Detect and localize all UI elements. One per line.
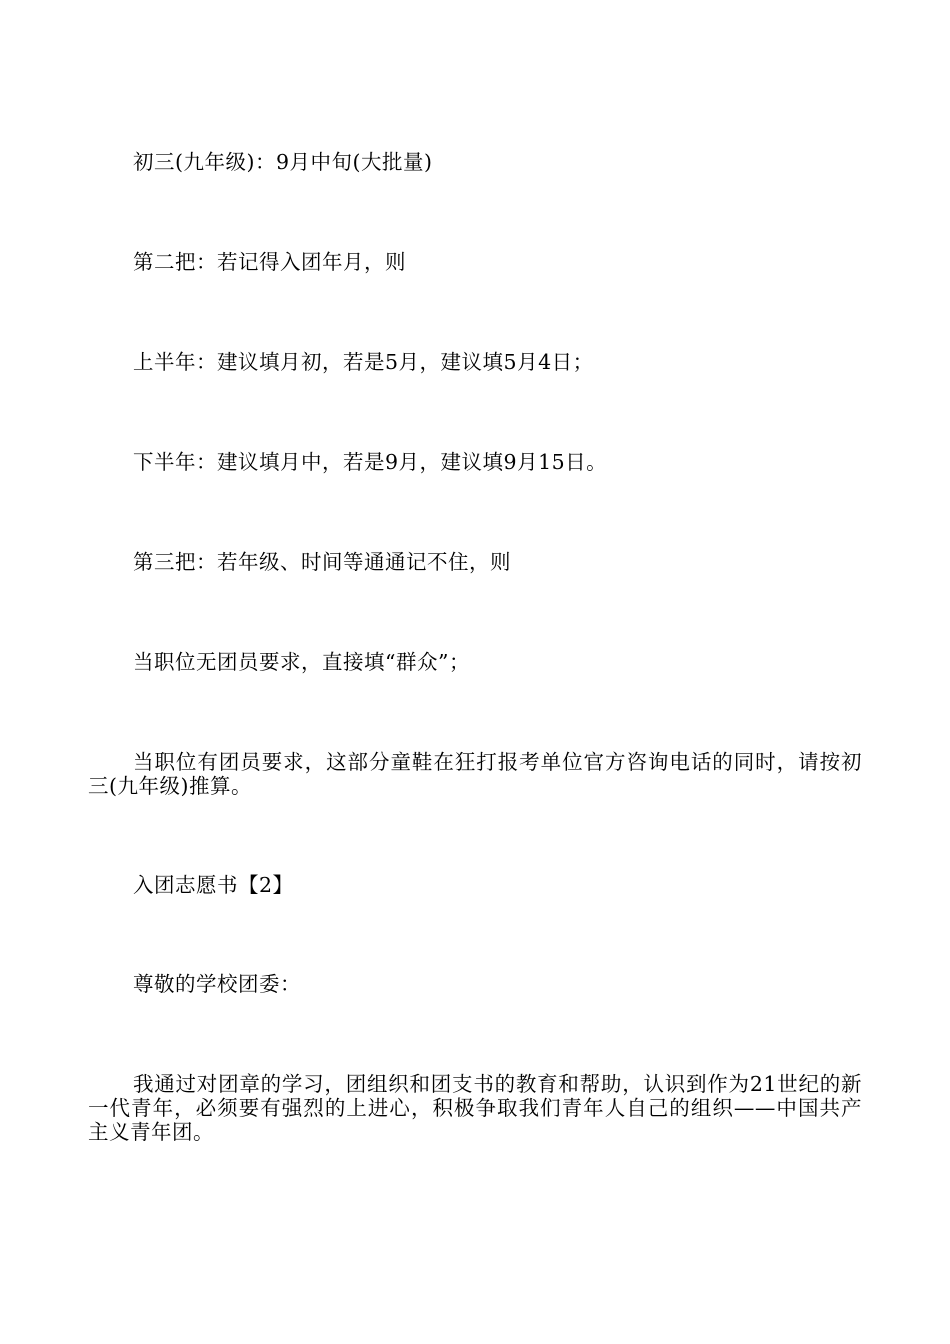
paragraph-second-half-year: 下半年：建议填月中，若是9月，建议填9月15日。	[133, 450, 608, 474]
paragraph-no-member-requirement: 当职位无团员要求，直接填“群众”；	[133, 650, 470, 674]
paragraph-third-method: 第三把：若年级、时间等通通记不住，则	[133, 550, 511, 574]
paragraph-first-half-year: 上半年：建议填月初，若是5月，建议填5月4日；	[133, 350, 594, 374]
paragraph-grade-nine-timing: 初三(九年级)：9月中旬(大批量)	[133, 150, 433, 174]
section-title-application-2: 入团志愿书【2】	[133, 873, 294, 897]
letter-body-paragraph: 我通过对团章的学习，团组织和团支书的教育和帮助，认识到作为21世纪的新一代青年，必须要有强烈的上进心，积极争取我们青年人自己的组织——中国共产主义青年团。	[88, 1072, 862, 1144]
paragraph-second-method: 第二把：若记得入团年月，则	[133, 250, 406, 274]
letter-salutation: 尊敬的学校团委：	[133, 972, 301, 996]
paragraph-member-requirement: 当职位有团员要求，这部分童鞋在狂打报考单位官方咨询电话的同时，请按初三(九年级)推算。	[88, 750, 862, 798]
